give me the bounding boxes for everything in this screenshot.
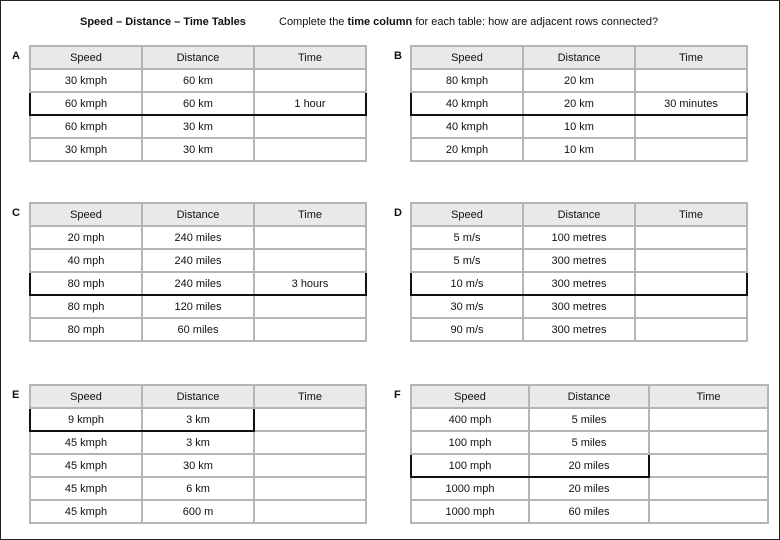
- worksheet-title: Speed – Distance – Time Tables: [80, 16, 246, 28]
- distance-cell: 10 km: [523, 115, 635, 138]
- speed-cell: 45 kmph: [30, 431, 142, 454]
- distance-cell: 3 km: [142, 431, 254, 454]
- column-header-time: Time: [254, 385, 366, 408]
- speed-cell: 80 mph: [30, 295, 142, 318]
- highlighted-table-row: [30, 408, 366, 431]
- table-f-label: F: [394, 389, 401, 401]
- speed-cell: 100 mph: [411, 454, 529, 477]
- table-d: [410, 202, 748, 342]
- instruction-text-start: Complete the: [279, 16, 348, 28]
- time-cell[interactable]: [254, 431, 366, 454]
- speed-cell: 40 kmph: [411, 92, 523, 115]
- time-cell[interactable]: [254, 454, 366, 477]
- speed-cell: 10 m/s: [411, 272, 523, 295]
- table-row: [30, 500, 366, 523]
- distance-cell: 300 metres: [523, 318, 635, 341]
- table-row: [411, 431, 768, 454]
- distance-cell: 60 miles: [142, 318, 254, 341]
- table-row: [30, 431, 366, 454]
- distance-cell: 6 km: [142, 477, 254, 500]
- highlighted-table-row: [411, 92, 747, 115]
- speed-cell: 1000 mph: [411, 500, 529, 523]
- time-cell[interactable]: [254, 295, 366, 318]
- distance-cell: 5 miles: [529, 408, 649, 431]
- distance-cell: 300 metres: [523, 249, 635, 272]
- distance-cell: 3 km: [142, 408, 254, 431]
- distance-cell: 30 km: [142, 115, 254, 138]
- table-a-label: A: [12, 50, 20, 62]
- table-c: [29, 202, 367, 342]
- highlighted-table-row: [30, 92, 366, 115]
- distance-cell: 20 km: [523, 92, 635, 115]
- table-a-header-row: [30, 46, 366, 69]
- distance-cell: 20 km: [523, 69, 635, 92]
- speed-cell: 80 mph: [30, 318, 142, 341]
- distance-cell: 60 miles: [529, 500, 649, 523]
- speed-cell: 5 m/s: [411, 226, 523, 249]
- highlighted-table-row: [411, 272, 747, 295]
- speed-cell: 90 m/s: [411, 318, 523, 341]
- table-b: [410, 45, 748, 162]
- column-header-speed: Speed: [411, 385, 529, 408]
- distance-cell: 240 miles: [142, 249, 254, 272]
- table-row: [30, 69, 366, 92]
- column-header-time: Time: [635, 203, 747, 226]
- table-row: [411, 115, 747, 138]
- table-d-header-row: [411, 203, 747, 226]
- speed-cell: 80 mph: [30, 272, 142, 295]
- table-row: [411, 226, 747, 249]
- time-cell[interactable]: [649, 477, 768, 500]
- table-row: [411, 318, 747, 341]
- time-cell[interactable]: [254, 226, 366, 249]
- speed-cell: 30 kmph: [30, 69, 142, 92]
- time-cell[interactable]: [635, 69, 747, 92]
- distance-cell: 120 miles: [142, 295, 254, 318]
- distance-cell: 60 km: [142, 92, 254, 115]
- time-cell[interactable]: 1 hour: [254, 92, 366, 115]
- table-row: [30, 318, 366, 341]
- time-cell[interactable]: [649, 408, 768, 431]
- distance-cell: 20 miles: [529, 477, 649, 500]
- distance-cell: 100 metres: [523, 226, 635, 249]
- time-cell[interactable]: [635, 249, 747, 272]
- table-row: [30, 477, 366, 500]
- table-row: [30, 138, 366, 161]
- time-cell[interactable]: 3 hours: [254, 272, 366, 295]
- column-header-speed: Speed: [411, 46, 523, 69]
- column-header-speed: Speed: [30, 385, 142, 408]
- table-row: [411, 69, 747, 92]
- column-header-distance: Distance: [529, 385, 649, 408]
- speed-cell: 20 kmph: [411, 138, 523, 161]
- table-d-label: D: [394, 207, 402, 219]
- time-cell[interactable]: [635, 226, 747, 249]
- table-b-label: B: [394, 50, 402, 62]
- table-e-label: E: [12, 389, 20, 401]
- time-cell[interactable]: [254, 249, 366, 272]
- table-a: [29, 45, 367, 162]
- speed-cell: 45 kmph: [30, 477, 142, 500]
- time-cell[interactable]: [649, 431, 768, 454]
- time-cell[interactable]: [254, 69, 366, 92]
- time-cell[interactable]: [635, 272, 747, 295]
- distance-cell: 20 miles: [529, 454, 649, 477]
- time-cell[interactable]: [649, 454, 768, 477]
- time-cell[interactable]: [254, 318, 366, 341]
- worksheet-instruction: [279, 16, 658, 28]
- speed-cell: 100 mph: [411, 431, 529, 454]
- table-row: [411, 408, 768, 431]
- table-e: [29, 384, 367, 524]
- table-row: [411, 477, 768, 500]
- speed-cell: 60 kmph: [30, 115, 142, 138]
- time-cell[interactable]: 30 minutes: [635, 92, 747, 115]
- column-header-time: Time: [254, 46, 366, 69]
- column-header-distance: Distance: [523, 203, 635, 226]
- speed-cell: 30 m/s: [411, 295, 523, 318]
- column-header-time: Time: [635, 46, 747, 69]
- table-row: [30, 295, 366, 318]
- time-cell[interactable]: [635, 318, 747, 341]
- distance-cell: 300 metres: [523, 295, 635, 318]
- column-header-speed: Speed: [411, 203, 523, 226]
- highlighted-table-row: [411, 454, 768, 477]
- table-row: [411, 295, 747, 318]
- time-cell[interactable]: [254, 477, 366, 500]
- speed-cell: 40 kmph: [411, 115, 523, 138]
- instruction-text-bold: time column: [347, 16, 413, 28]
- speed-cell: 40 mph: [30, 249, 142, 272]
- column-header-distance: Distance: [142, 203, 254, 226]
- speed-cell: 5 m/s: [411, 249, 523, 272]
- distance-cell: 30 km: [142, 454, 254, 477]
- time-cell[interactable]: [254, 115, 366, 138]
- time-cell[interactable]: [635, 295, 747, 318]
- table-row: [30, 249, 366, 272]
- speed-cell: 80 kmph: [411, 69, 523, 92]
- column-header-distance: Distance: [142, 46, 254, 69]
- speed-cell: 1000 mph: [411, 477, 529, 500]
- column-header-time: Time: [254, 203, 366, 226]
- table-row: [30, 454, 366, 477]
- table-b-header-row: [411, 46, 747, 69]
- column-header-distance: Distance: [523, 46, 635, 69]
- speed-cell: 20 mph: [30, 226, 142, 249]
- distance-cell: 240 miles: [142, 226, 254, 249]
- distance-cell: 5 miles: [529, 431, 649, 454]
- distance-cell: 600 m: [142, 500, 254, 523]
- instruction-text-end: for each table: how are adjacent rows connected?: [412, 16, 659, 28]
- speed-cell: 45 kmph: [30, 500, 142, 523]
- time-cell[interactable]: [254, 500, 366, 523]
- time-cell[interactable]: [649, 500, 768, 523]
- distance-cell: 60 km: [142, 69, 254, 92]
- distance-cell: 300 metres: [523, 272, 635, 295]
- time-cell[interactable]: [635, 138, 747, 161]
- highlighted-table-row: [30, 272, 366, 295]
- table-row: [411, 500, 768, 523]
- table-row: [411, 249, 747, 272]
- table-c-label: C: [12, 207, 20, 219]
- table-f: [410, 384, 769, 524]
- distance-cell: 30 km: [142, 138, 254, 161]
- speed-cell: 45 kmph: [30, 454, 142, 477]
- time-cell[interactable]: [254, 408, 366, 431]
- column-header-speed: Speed: [30, 46, 142, 69]
- time-cell[interactable]: [254, 138, 366, 161]
- column-header-speed: Speed: [30, 203, 142, 226]
- speed-cell: 60 kmph: [30, 92, 142, 115]
- table-row: [411, 138, 747, 161]
- speed-cell: 400 mph: [411, 408, 529, 431]
- table-f-header-row: [411, 385, 768, 408]
- time-cell[interactable]: [635, 115, 747, 138]
- table-e-header-row: [30, 385, 366, 408]
- table-c-header-row: [30, 203, 366, 226]
- column-header-time: Time: [649, 385, 768, 408]
- speed-cell: 9 kmph: [30, 408, 142, 431]
- speed-cell: 30 kmph: [30, 138, 142, 161]
- distance-cell: 240 miles: [142, 272, 254, 295]
- table-row: [30, 115, 366, 138]
- distance-cell: 10 km: [523, 138, 635, 161]
- table-row: [30, 226, 366, 249]
- column-header-distance: Distance: [142, 385, 254, 408]
